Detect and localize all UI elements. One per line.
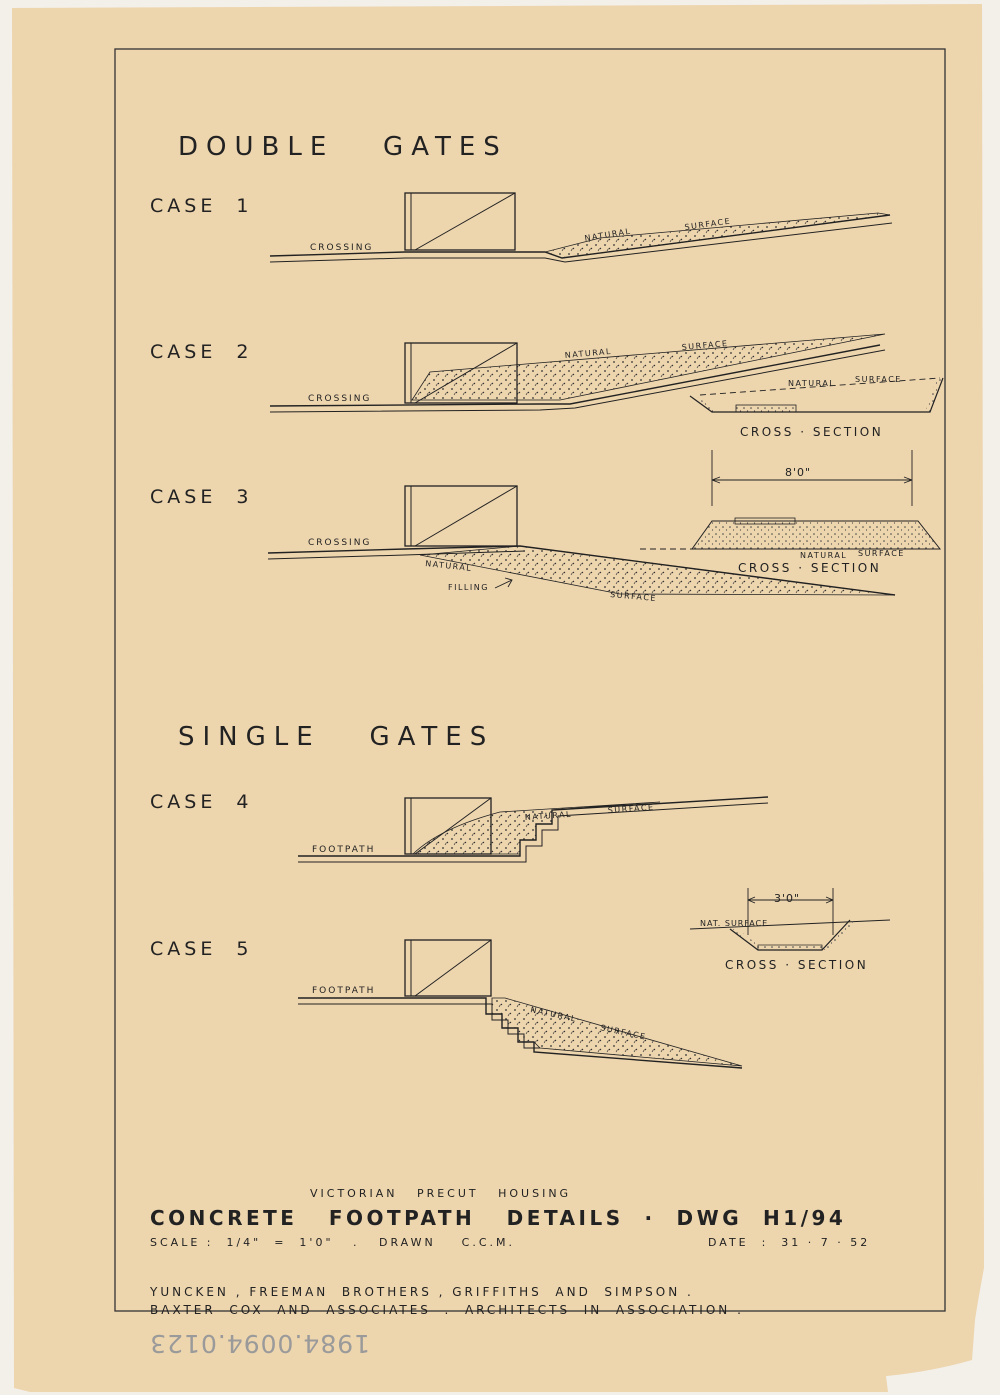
case-3-xs-surface: SURFACE xyxy=(858,549,905,558)
case-3-crossing: CROSSING xyxy=(308,538,372,548)
case-3-surface: SURFACE xyxy=(609,590,658,604)
case-4-natural: NATURAL xyxy=(524,809,573,822)
case-1-natural: NATURAL xyxy=(583,226,632,243)
case-2-label: CASE 2 xyxy=(150,341,253,363)
case-3-xs-label: CROSS · SECTION xyxy=(738,561,882,575)
architects-line-1: YUNCKEN , FREEMAN BROTHERS , GRIFFITHS AND SIMPSON . xyxy=(150,1285,694,1299)
case-2-natural: NATURAL xyxy=(564,346,613,360)
case-5-natural: NATURAL xyxy=(529,1005,578,1024)
case-3-filling: FILLING xyxy=(448,583,489,592)
single-gates-title: SINGLE GATES xyxy=(178,722,495,752)
case-1-label: CASE 1 xyxy=(150,195,253,217)
case-3-xs-natural: NATURAL xyxy=(800,551,848,560)
case-2-xs-label: CROSS · SECTION xyxy=(740,425,884,439)
case-3-natural: NATURAL xyxy=(424,559,473,573)
case-5-xs-label: CROSS · SECTION xyxy=(725,958,869,972)
case-5-label: CASE 5 xyxy=(150,938,253,960)
catalogue-number: 1984.0094.0123 xyxy=(149,1329,370,1358)
case-5-xs-nat-surface: NAT. SURFACE xyxy=(700,919,769,928)
drawing-date: DATE : 31 · 7 · 52 xyxy=(708,1236,871,1249)
double-gates-title: DOUBLE GATES xyxy=(178,132,508,162)
case-1-surface: SURFACE xyxy=(684,216,732,232)
scale-and-drawn-by: SCALE : 1/4" = 1'0" . DRAWN C.C.M. xyxy=(150,1236,516,1249)
case-2-xs-surface: SURFACE xyxy=(855,375,902,384)
project-name: VICTORIAN PRECUT HOUSING xyxy=(310,1187,572,1200)
case-4-label: CASE 4 xyxy=(150,791,253,813)
case-2-crossing: CROSSING xyxy=(308,394,372,404)
case-1-crossing: CROSSING xyxy=(310,243,374,253)
case-5-surface: SURFACE xyxy=(599,1023,648,1042)
case-5-footpath: FOOTPATH xyxy=(312,986,376,996)
case-2-xs-natural: NATURAL xyxy=(788,379,836,388)
case-5-dimension: 3'0" xyxy=(774,892,801,905)
case-4-footpath: FOOTPATH xyxy=(312,845,376,855)
drawing-title: CONCRETE FOOTPATH DETAILS · DWG H1/94 xyxy=(150,1206,847,1230)
architects-line-2: BAXTER COX AND ASSOCIATES . ARCHITECTS IN ASSOCIATION . xyxy=(150,1303,744,1317)
case-4-surface: SURFACE xyxy=(607,802,655,815)
case-2-surface: SURFACE xyxy=(681,338,729,352)
case-3-label: CASE 3 xyxy=(150,486,253,508)
case-3-dimension: 8'0" xyxy=(785,466,812,479)
